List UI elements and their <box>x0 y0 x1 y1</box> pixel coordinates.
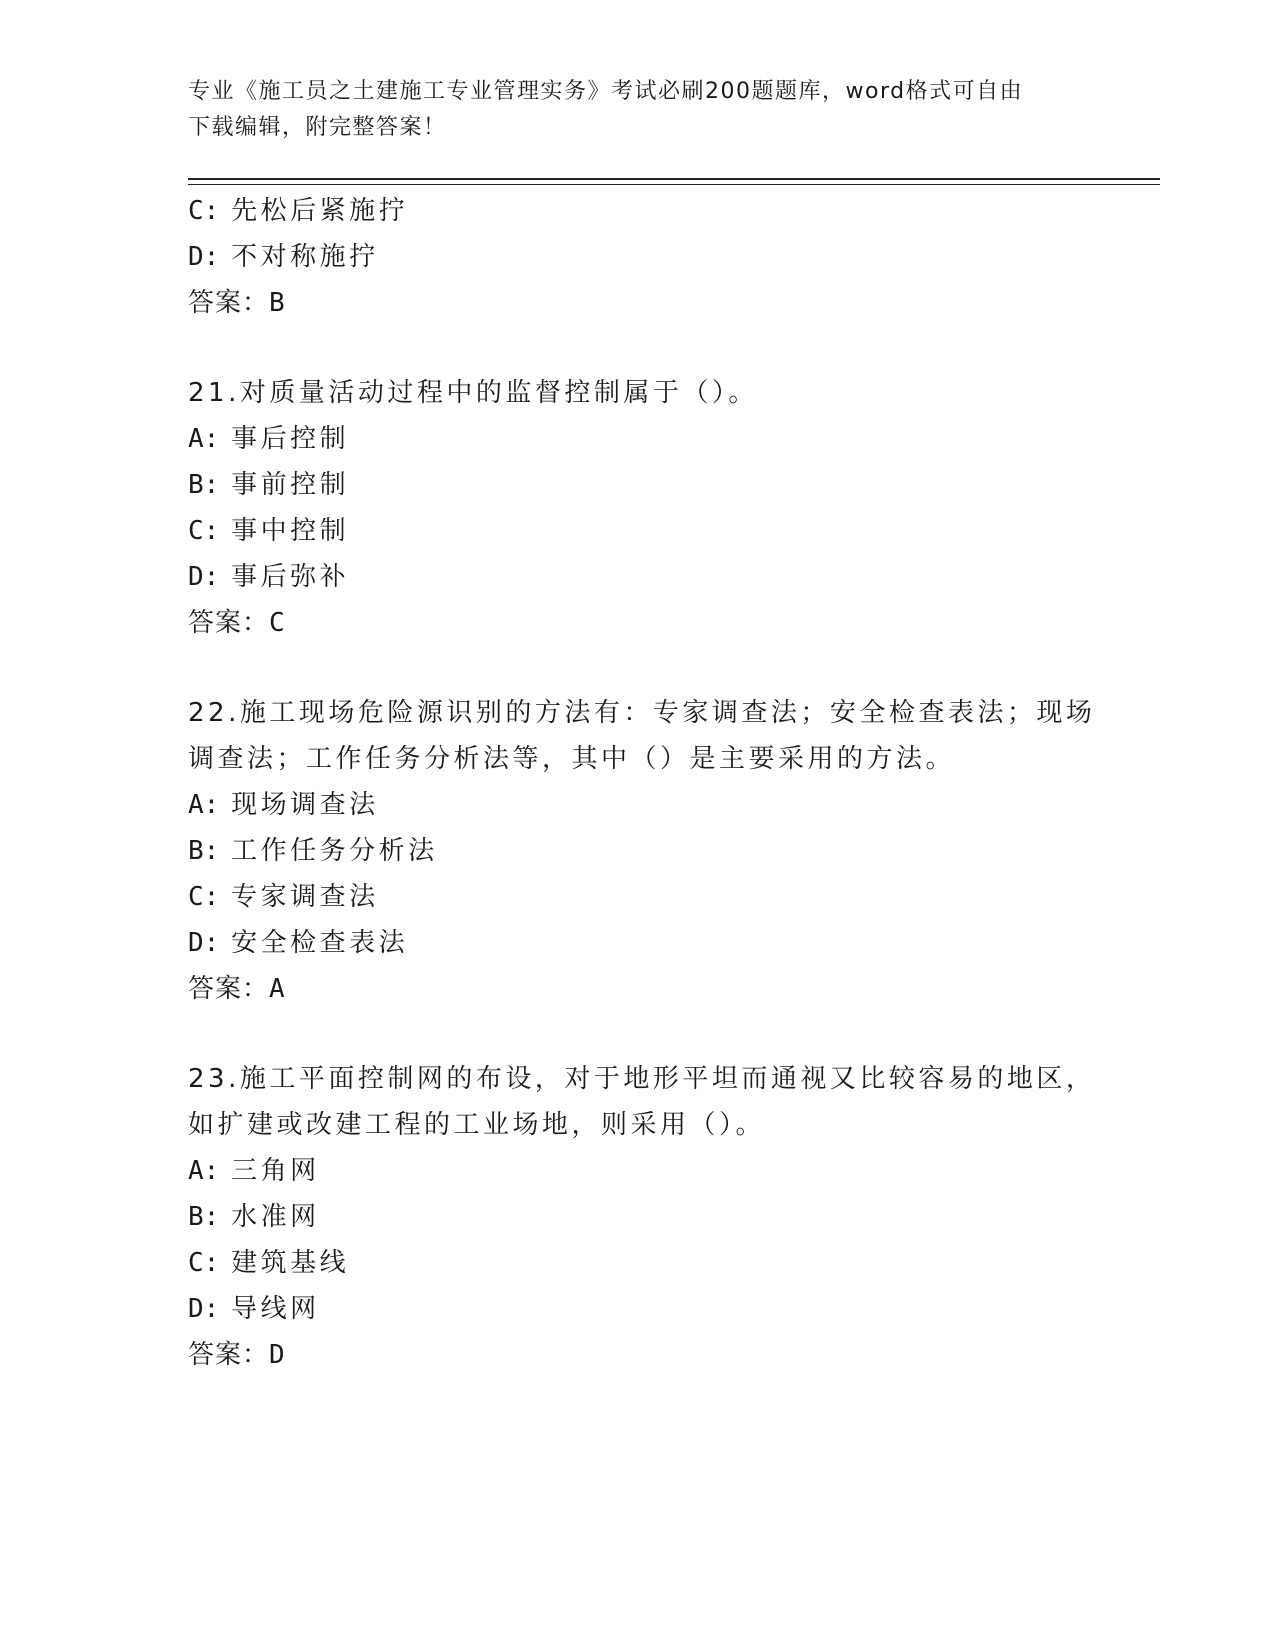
answer-line <box>188 966 1088 1012</box>
option-letter: B: <box>188 470 220 500</box>
option-d <box>188 920 1088 966</box>
page-header <box>188 74 1088 146</box>
option-text: 水准网 <box>231 1202 320 1232</box>
question-text-continued: 调查法；工作任务分析法等，其中（）是主要采用的方法。 <box>188 744 956 774</box>
answer-label: 答案： <box>188 974 270 1004</box>
option-letter: A: <box>188 424 220 454</box>
option-letter: C: <box>188 516 220 546</box>
option-letter: D: <box>188 562 220 592</box>
option-text: 先松后紧施拧 <box>231 196 409 226</box>
question-text: 22.施工现场危险源识别的方法有：专家调查法；安全检查表法；现场 <box>188 698 1096 728</box>
option-c <box>188 508 1088 554</box>
option-text: 专家调查法 <box>231 882 379 912</box>
header-rule <box>188 178 1160 180</box>
option-text: 事后控制 <box>231 424 350 454</box>
option-text: 三角网 <box>231 1156 320 1186</box>
header-rule-secondary <box>188 184 1160 185</box>
option-b <box>188 1194 1088 1240</box>
question-text: 21.对质量活动过程中的监督控制属于（）。 <box>188 378 758 408</box>
option-letter: D: <box>188 1294 220 1324</box>
option-letter: A: <box>188 1156 220 1186</box>
question-21 <box>188 370 1088 646</box>
answer-label: 答案： <box>188 288 270 318</box>
option-c <box>188 874 1088 920</box>
answer-value: A <box>269 974 286 1004</box>
option-letter: C: <box>188 196 220 226</box>
option-letter: B: <box>188 836 220 866</box>
answer-label: 答案： <box>188 1340 270 1370</box>
option-text: 不对称施拧 <box>231 242 379 272</box>
option-text: 事中控制 <box>231 516 350 546</box>
option-text: 安全检查表法 <box>231 928 409 958</box>
option-text: 现场调查法 <box>231 790 379 820</box>
answer-line <box>188 600 1088 646</box>
question-content <box>188 188 1096 1378</box>
header-line-2: 下载编辑，附完整答案！ <box>188 115 447 140</box>
option-letter: A: <box>188 790 220 820</box>
option-letter: D: <box>188 928 220 958</box>
question-text: 23.施工平面控制网的布设，对于地形平坦而通视又比较容易的地区， <box>188 1064 1096 1094</box>
question-22 <box>188 690 1096 1012</box>
answer-value: B <box>269 288 286 318</box>
option-d <box>188 1286 1088 1332</box>
option-a <box>188 782 1088 828</box>
option-text: 工作任务分析法 <box>231 836 438 866</box>
question-text-continued: 如扩建或改建工程的工业场地，则采用（）。 <box>188 1110 766 1140</box>
option-text: 建筑基线 <box>231 1248 350 1278</box>
option-a <box>188 416 1088 462</box>
answer-label: 答案： <box>188 608 270 638</box>
option-text: 导线网 <box>231 1294 320 1324</box>
answer-value: C <box>269 608 286 638</box>
option-a <box>188 1148 1088 1194</box>
answer-value: D <box>269 1340 286 1370</box>
option-d <box>188 554 1088 600</box>
option-letter: D: <box>188 242 220 272</box>
option-d <box>188 234 1088 280</box>
option-text: 事前控制 <box>231 470 350 500</box>
option-letter: B: <box>188 1202 220 1232</box>
option-letter: C: <box>188 882 220 912</box>
answer-line <box>188 1332 1088 1378</box>
answer-line <box>188 280 1088 326</box>
question-23 <box>188 1056 1096 1378</box>
carryover-block <box>188 188 1088 326</box>
header-line-1: 专业《施工员之土建施工专业管理实务》考试必刷200题题库，word格式可自由 <box>188 79 1024 104</box>
option-text: 事后弥补 <box>231 562 350 592</box>
option-b <box>188 462 1088 508</box>
option-c <box>188 1240 1088 1286</box>
option-letter: C: <box>188 1248 220 1278</box>
option-b <box>188 828 1088 874</box>
option-c <box>188 188 1088 234</box>
